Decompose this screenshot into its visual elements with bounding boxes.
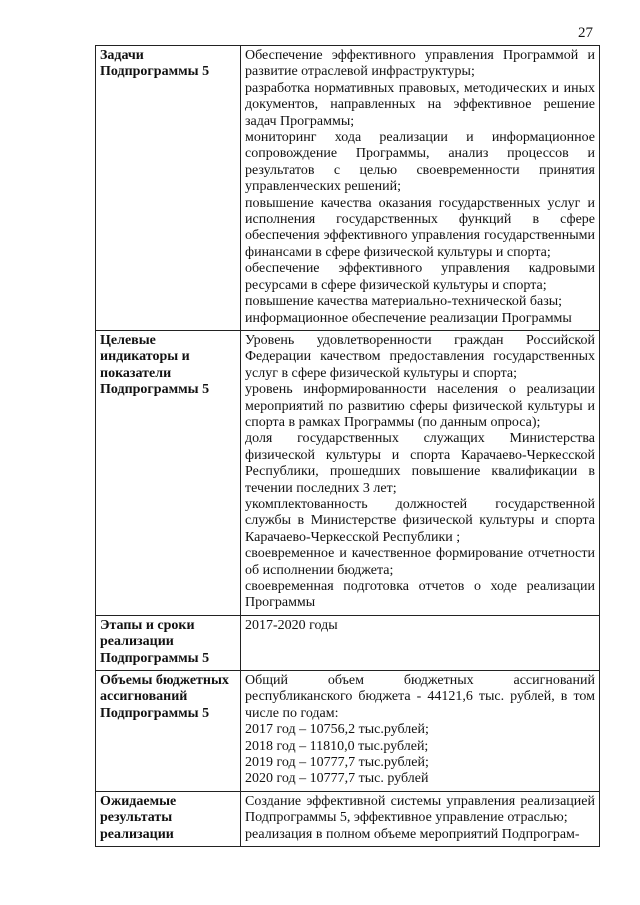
content-line: Общий объем бюджетных ассигнований республиканского бюджета - 44121,6 тыс. рублей, в том числе по годам:	[245, 673, 595, 721]
row-label-results: Ожидаемые результаты реализации	[96, 791, 241, 846]
content-line: своевременное и качественное формирование отчетности об исполнении бюджета;	[245, 546, 595, 578]
content-line: доля государственных служащих Министерства физической культуры и спорта Карачаево-Черкесской Республики, прошедших повышение квалификации в течении последних 3 лет;	[245, 431, 595, 496]
content-line: укомплектованность должностей государственной службы в Министерстве физической культуры и спорта Карачаево-Черкесской Республики ;	[245, 496, 595, 545]
row-label-tasks: Задачи Подпрограммы 5	[96, 46, 241, 331]
content-line: 2017-2020 годы	[245, 617, 338, 633]
row-content-budget	[241, 671, 600, 792]
content-line: своевременная подготовка отчетов о ходе реализации Программы	[245, 579, 595, 611]
content-line: мониторинг хода реализации и информационное сопровождение Программы, анализ процессов и результатов с целью своевременности принятия управленческих решений;	[245, 130, 595, 195]
content-line: 2019 год – 10777,7 тыс.рублей;	[245, 755, 429, 771]
content-line: информационное обеспечение реализации Программы	[245, 310, 572, 326]
content-line: повышение качества материально-технической базы;	[245, 294, 563, 310]
row-content-indicators	[241, 330, 600, 615]
content-line: разработка нормативных правовых, методических и иных документов, направленных на эффективное решение задач Программы;	[245, 80, 595, 129]
table-row-indicators	[96, 330, 600, 615]
content-line: Создание эффективной системы управления реализацией Подпрограммы 5, эффективное управление отраслью;	[245, 793, 595, 826]
content-line: реализация в полном объеме мероприятий Подпрограм-	[245, 826, 580, 842]
table-row-tasks	[96, 46, 600, 331]
row-label-stages: Этапы и сроки реализации Подпрограммы 5	[96, 615, 241, 670]
row-content-stages	[241, 615, 600, 670]
content-line: Обеспечение эффективного управления Программой и развитие отраслевой инфраструктуры;	[245, 48, 595, 80]
page-number: 27	[578, 25, 593, 41]
row-content-results	[241, 791, 600, 846]
content-line: 2020 год – 10777,7 тыс. рублей	[245, 771, 429, 787]
table-row-results	[96, 791, 600, 846]
row-label-indicators: Целевые индикаторы и показатели Подпрограммы 5	[96, 330, 241, 615]
row-content-tasks	[241, 46, 600, 331]
content-line: Уровень удовлетворенности граждан Российской Федерации качеством предоставления государственных услуг в сфере физической культуры и спорта;	[245, 332, 595, 381]
subprogram-passport-table	[95, 45, 600, 847]
content-line: 2017 год – 10756,2 тыс.рублей;	[245, 722, 429, 738]
row-label-budget: Объемы бюджетных ассигнований Подпрограммы 5	[96, 671, 241, 792]
content-line: обеспечение эффективного управления кадровыми ресурсами в сфере физической культуры и спорта;	[245, 261, 595, 293]
table-row-stages	[96, 615, 600, 670]
content-line: повышение качества оказания государственных услуг и исполнения государственных функций в сфере обеспечения эффективного управления государственными финансами в сфере физической культуры и спорта;	[245, 195, 595, 260]
content-line: уровень информированности населения о реализации мероприятий по развитию сферы физической культуры и спорта в рамках Программы (по данным опроса);	[245, 382, 595, 430]
content-line: 2018 год – 11810,0 тыс.рублей;	[245, 738, 429, 754]
table-row-budget	[96, 671, 600, 792]
